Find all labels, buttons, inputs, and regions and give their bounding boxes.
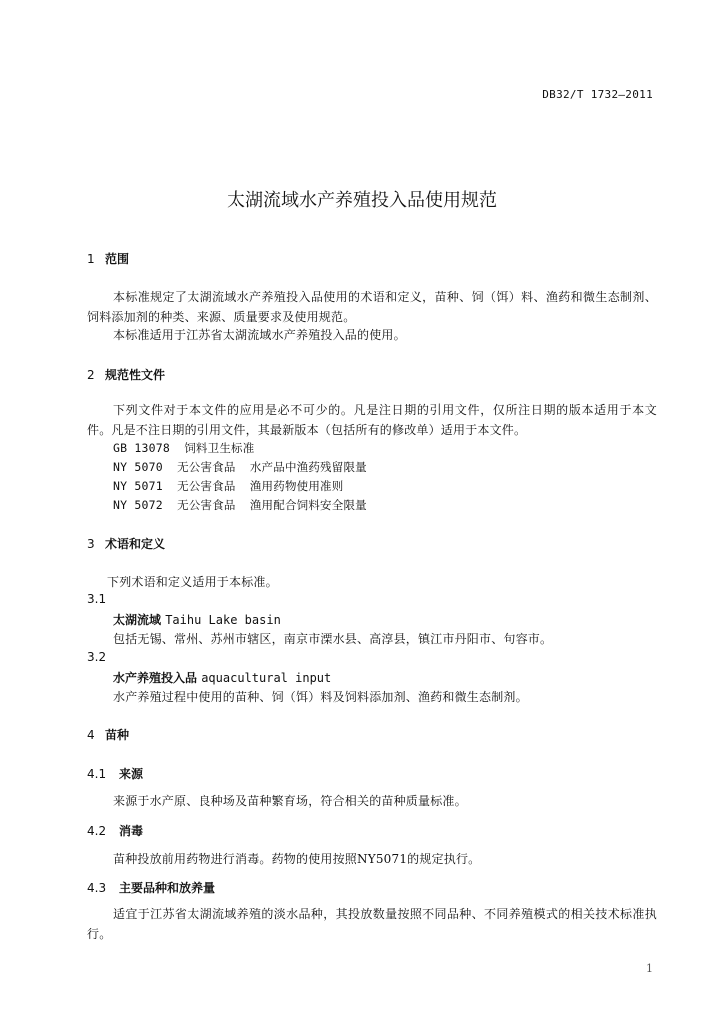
term-name: [113, 669, 331, 686]
section-title: 术语和定义: [105, 537, 166, 551]
section-2-heading: [87, 366, 165, 383]
term-number: 3.1: [87, 592, 107, 606]
page-number: 1: [646, 962, 653, 975]
subsection-title: 来源: [119, 767, 144, 781]
subsection-title: 主要品种和放养量: [119, 881, 216, 895]
reference-item: GB 13078 饲料卫生标准: [113, 441, 255, 455]
section-number: 1: [87, 252, 95, 266]
document-title: 太湖流域水产养殖投入品使用规范: [227, 190, 497, 211]
term-name-zh: 水产养殖投入品: [113, 671, 198, 685]
term-name: [113, 611, 281, 628]
section-number: 4: [87, 728, 95, 742]
subsection-number: 4.2: [87, 824, 107, 838]
subsection-4-1-heading: [87, 765, 143, 782]
section-1-paragraph-1: 本标准规定了太湖流域水产养殖投入品使用的术语和定义，苗种、饲（饵）料、渔药和微生态制剂、饲料添加剂的种类、来源、质量要求及使用规范。: [87, 290, 657, 324]
term-definition: 包括无锡、常州、苏州市辖区，南京市溧水县、高淳县，镇江市丹阳市、句容市。: [113, 632, 553, 646]
term-name-en: Taihu Lake basin: [165, 613, 281, 627]
term-definition: 水产养殖过程中使用的苗种、饲（饵）料及饲料添加剂、渔药和微生态制剂。: [113, 690, 528, 704]
reference-item: NY 5072 无公害食品 渔用配合饲料安全限量: [113, 498, 367, 512]
section-number: 3: [87, 537, 95, 551]
section-3-heading: [87, 535, 165, 552]
subsection-4-3-text: 适宜于江苏省太湖流域养殖的淡水品种，其投放数量按照不同品种、不同养殖模式的相关技术标准执行。: [87, 907, 657, 941]
subsection-4-2-heading: [87, 822, 143, 839]
section-4-heading: [87, 726, 129, 743]
section-title: 范围: [105, 252, 130, 266]
subsection-4-2-text: 苗种投放前用药物进行消毒。药物的使用按照NY5071的规定执行。: [113, 852, 481, 866]
section-2-paragraph: 下列文件对于本文件的应用是必不可少的。凡是注日期的引用文件，仅所注日期的版本适用于本文件。凡是不注日期的引用文件，其最新版本（包括所有的修改单）适用于本文件。: [87, 403, 657, 437]
section-title: 苗种: [105, 728, 130, 742]
subsection-title: 消毒: [119, 824, 144, 838]
reference-item: NY 5070 无公害食品 水产品中渔药残留限量: [113, 460, 367, 474]
subsection-number: 4.3: [87, 881, 107, 895]
term-name-zh: 太湖流域: [113, 613, 162, 627]
section-title: 规范性文件: [105, 368, 166, 382]
subsection-number: 4.1: [87, 767, 107, 781]
reference-item: NY 5071 无公害食品 渔用药物使用准则: [113, 479, 344, 493]
section-1-paragraph-2: 本标准适用于江苏省太湖流域水产养殖投入品的使用。: [113, 328, 406, 342]
term-number: 3.2: [87, 650, 107, 664]
section-3-intro: 下列术语和定义适用于本标准。: [107, 575, 278, 589]
standard-code: DB32/T 1732—2011: [542, 88, 653, 101]
subsection-4-1-text: 来源于水产原、良种场及苗种繁育场，符合相关的苗种质量标准。: [113, 794, 467, 808]
section-number: 2: [87, 368, 95, 382]
section-1-heading: [87, 250, 129, 267]
term-name-en: aquacultural input: [201, 671, 332, 685]
subsection-4-3-heading: [87, 879, 215, 896]
